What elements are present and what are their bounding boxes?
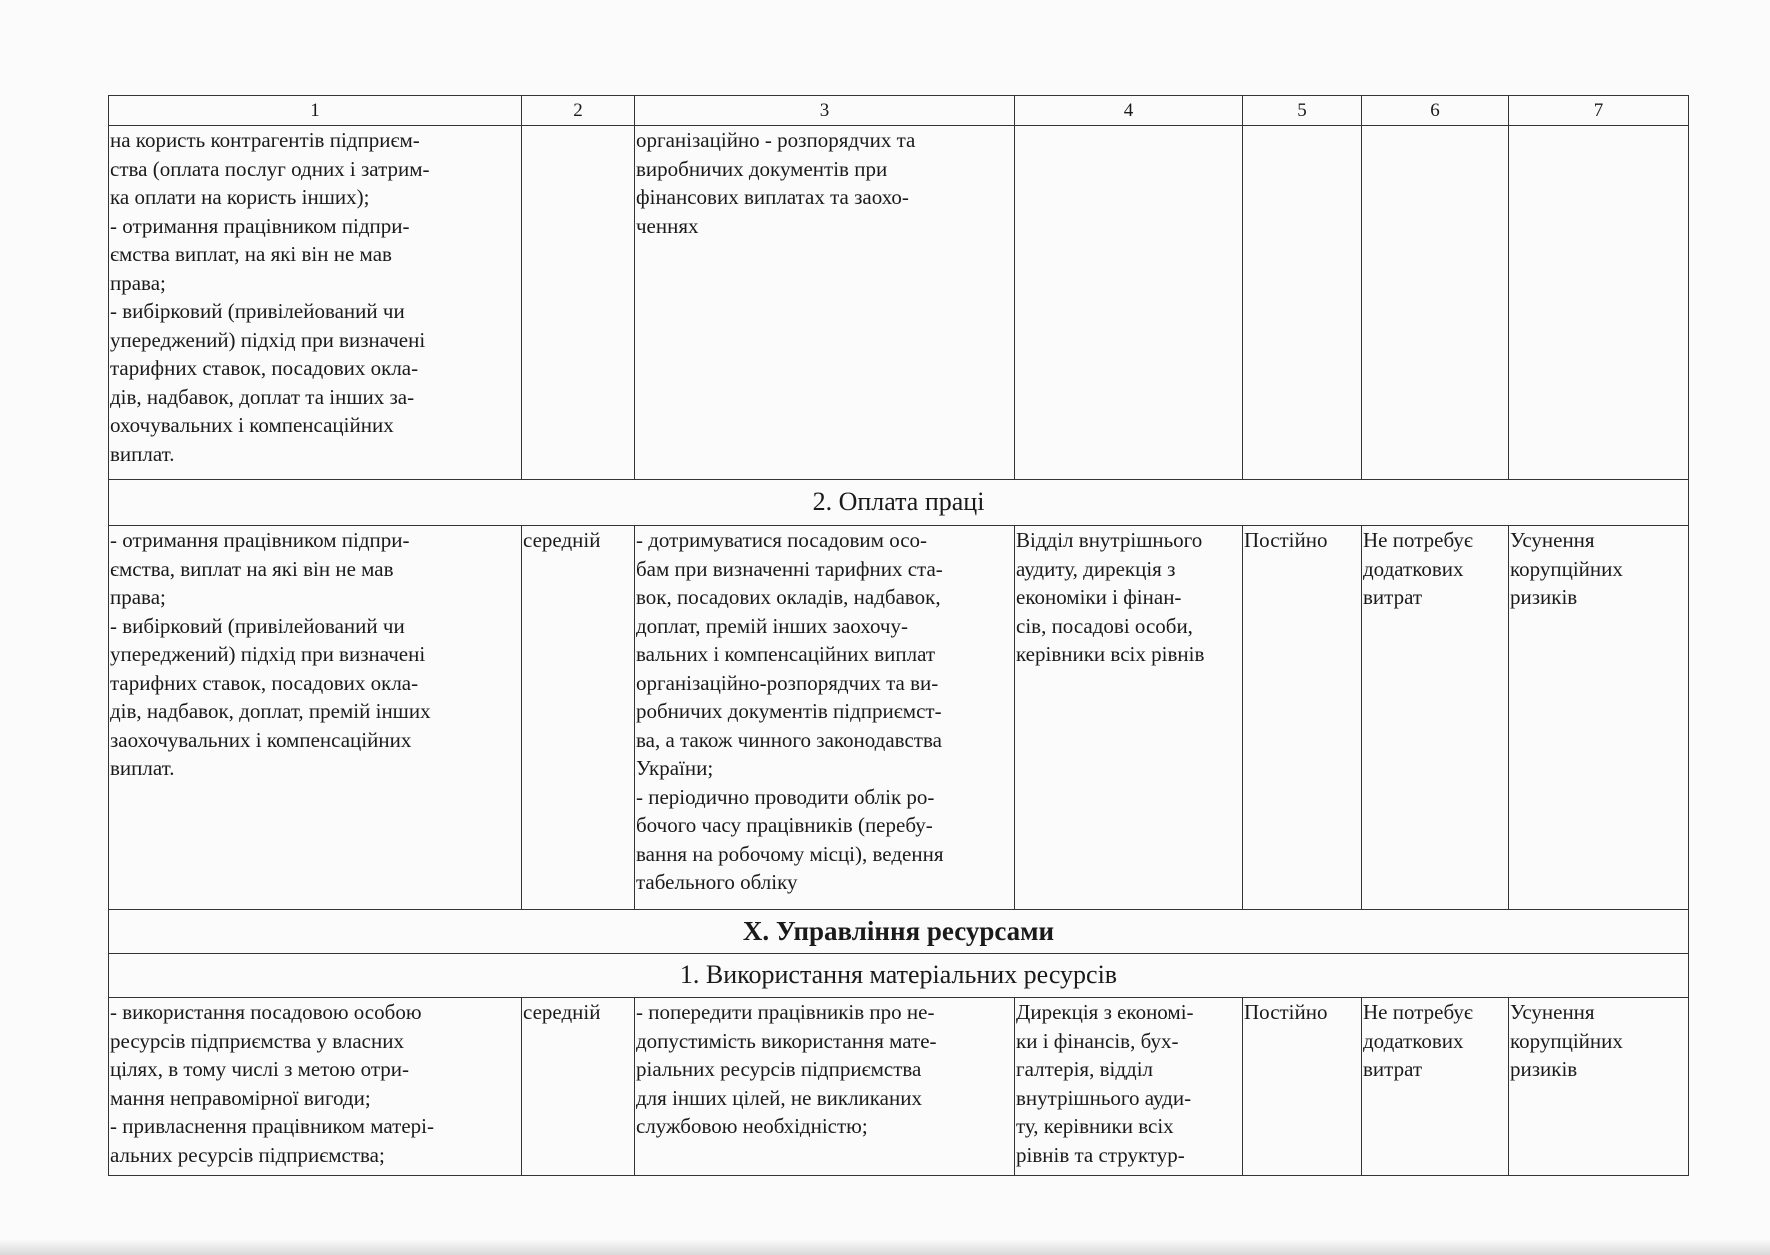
responsible-cell	[1015, 126, 1243, 480]
term-cell: Постійно	[1243, 998, 1362, 1176]
risk-level-cell: середній	[522, 998, 635, 1176]
risk-table	[108, 95, 1689, 1176]
risk-description-cell: - використання посадовою особою ресурсів підприємства у власних цілях, в тому числі з метою отри- мання неправомірної вигоди; - привласнення працівником матері- альних ресурсів підприємства;	[109, 998, 522, 1176]
result-cell: Усунення корупційних ризиків	[1509, 998, 1689, 1176]
column-number: 4	[1015, 96, 1243, 126]
risk-description-cell: на користь контрагентів підприєм- ства (оплата послуг одних і затрим- ка оплати на користь інших); - отримання працівником підпри- ємства виплат, на які він не мав права; - вибірковий (привілейований чи упереджений) підхід при визначені тарифних ставок, посадових окла- дів, надбавок, доплат та інших за- охочувальних і компенсаційних виплат.	[109, 126, 522, 480]
chapter-heading: Х. Управління ресурсами	[109, 910, 1689, 954]
risk-level-cell: середній	[522, 526, 635, 910]
column-number: 5	[1243, 96, 1362, 126]
resources-cell: Не потребує додаткових витрат	[1362, 526, 1509, 910]
term-cell	[1243, 126, 1362, 480]
resources-cell	[1362, 126, 1509, 480]
result-cell: Усунення корупційних ризиків	[1509, 526, 1689, 910]
risk-description-cell: - отримання працівником підпри- ємства, виплат на які він не мав права; - вибірковий (привілейований чи упереджений) підхід при визначені тарифних ставок, посадових окла- дів, надбавок, доплат, премій інших заохочувальних і компенсаційних виплат.	[109, 526, 522, 910]
section-heading-row	[109, 954, 1689, 998]
page-bottom-edge	[0, 1239, 1770, 1255]
chapter-heading-row	[109, 910, 1689, 954]
measures-cell: - попередити працівників про не- допустимість використання мате- ріальних ресурсів підприємства для інших цілей, не викликаних службовою необхідністю;	[635, 998, 1015, 1176]
measures-cell: організаційно - розпорядчих та виробничих документів при фінансових виплатах та заохо- ченнях	[635, 126, 1015, 480]
result-cell	[1509, 126, 1689, 480]
column-number: 7	[1509, 96, 1689, 126]
responsible-cell: Дирекція з економі- ки і фінансів, бух- галтерія, відділ внутрішнього ауди- ту, керівники всіх рівнів та структур-	[1015, 998, 1243, 1176]
table-row	[109, 126, 1689, 480]
risk-level-cell	[522, 126, 635, 480]
responsible-cell: Відділ внутрішнього аудиту, дирекція з економіки і фінан- сів, посадові особи, керівники всіх рівнів	[1015, 526, 1243, 910]
table-row	[109, 998, 1689, 1176]
column-number: 1	[109, 96, 522, 126]
section-heading: 2. Оплата праці	[109, 480, 1689, 526]
column-number-row	[109, 96, 1689, 126]
resources-cell: Не потребує додаткових витрат	[1362, 998, 1509, 1176]
column-number: 3	[635, 96, 1015, 126]
column-number: 2	[522, 96, 635, 126]
column-number: 6	[1362, 96, 1509, 126]
term-cell: Постійно	[1243, 526, 1362, 910]
table-row	[109, 526, 1689, 910]
section-heading-row	[109, 480, 1689, 526]
measures-cell: - дотримуватися посадовим осо- бам при визначенні тарифних ста- вок, посадових окладів, надбавок, доплат, премій інших заохочу- вальних і компенсаційних виплат організаційно-розпорядчих та ви- робничих документів підприємст- ва, а також чинного законодавства України; - періодично проводити облік ро- бочого часу працівників (перебу- вання на робочому місці), ведення табельного обліку	[635, 526, 1015, 910]
section-heading: 1. Використання матеріальних ресурсів	[109, 954, 1689, 998]
